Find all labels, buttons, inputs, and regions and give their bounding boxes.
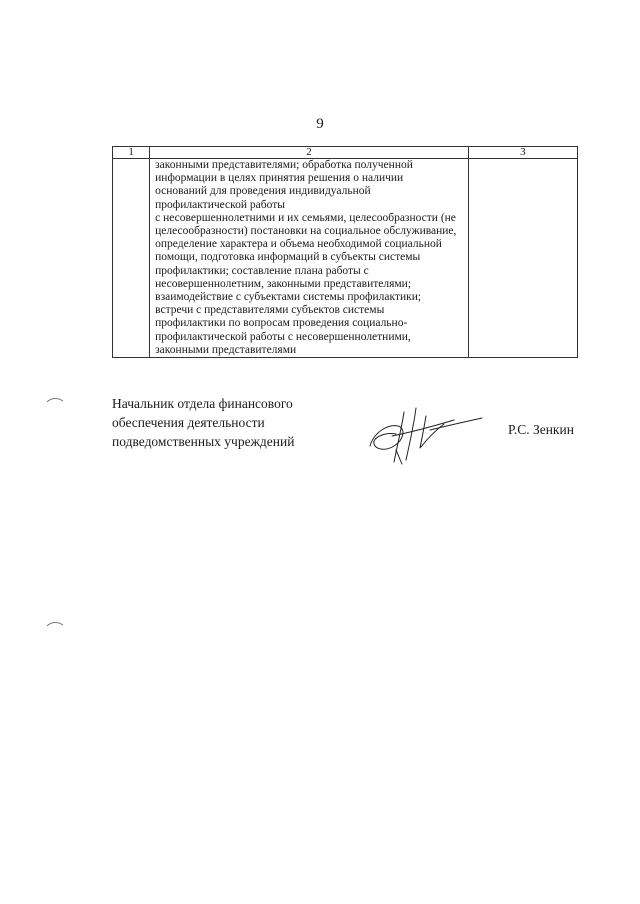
- signatory-title-line: подведомственных учреждений: [112, 434, 295, 449]
- cell-text-line: профилактической работы: [155, 198, 285, 211]
- column-header-2: 2: [150, 147, 469, 159]
- table-cell-col3: [468, 159, 577, 358]
- column-header-3: 3: [468, 147, 577, 159]
- cell-text-line: помощи, подготовка информаций в субъекты системы: [155, 251, 421, 264]
- cell-text-line: встречи с представителями субъектов системы: [155, 304, 385, 317]
- table-cell-col2: [150, 159, 469, 358]
- cell-text-line: несовершеннолетним, законными представителями;: [155, 277, 412, 290]
- cell-text-line: оснований для проведения индивидуальной: [155, 185, 371, 198]
- signer-name: Р.С. Зенкин: [508, 422, 574, 437]
- cell-text-line: с несовершеннолетними и их семьями, целесообразности (не: [155, 211, 456, 224]
- table-cell-col1: [113, 159, 150, 358]
- cell-text-line: профилактической работы с несовершеннолетними,: [155, 330, 411, 343]
- signatory-title: [112, 394, 294, 451]
- cell-text-line: профилактики; составление плана работы с: [155, 264, 369, 277]
- cell-text-line: законными представителями: [155, 343, 297, 356]
- signatory-title-line: обеспечения деятельности: [112, 415, 265, 430]
- cell-text-line: целесообразности) постановки на социальное обслуживание,: [155, 225, 457, 238]
- table-row: [113, 159, 578, 358]
- cell-text-line: законными представителями; обработка полученной: [155, 159, 413, 171]
- table-header-row: [113, 147, 578, 159]
- cell-text-line: профилактики по вопросам проведения социально-: [155, 317, 408, 330]
- scan-mark-icon: [46, 396, 64, 404]
- scan-mark-icon: [46, 620, 64, 628]
- page-number: 9: [316, 116, 324, 132]
- content-table: [112, 146, 578, 358]
- signatory-title-line: Начальник отдела финансового: [112, 396, 293, 411]
- cell-text-line: взаимодействие с субъектами системы профилактики;: [155, 291, 422, 304]
- cell-text-line: определение характера и объема необходимой социальной: [155, 238, 442, 251]
- column-header-1: 1: [113, 147, 150, 159]
- cell-text-line: информации в целях принятия решения о наличии: [155, 172, 404, 185]
- handwritten-signature-icon: [364, 402, 484, 466]
